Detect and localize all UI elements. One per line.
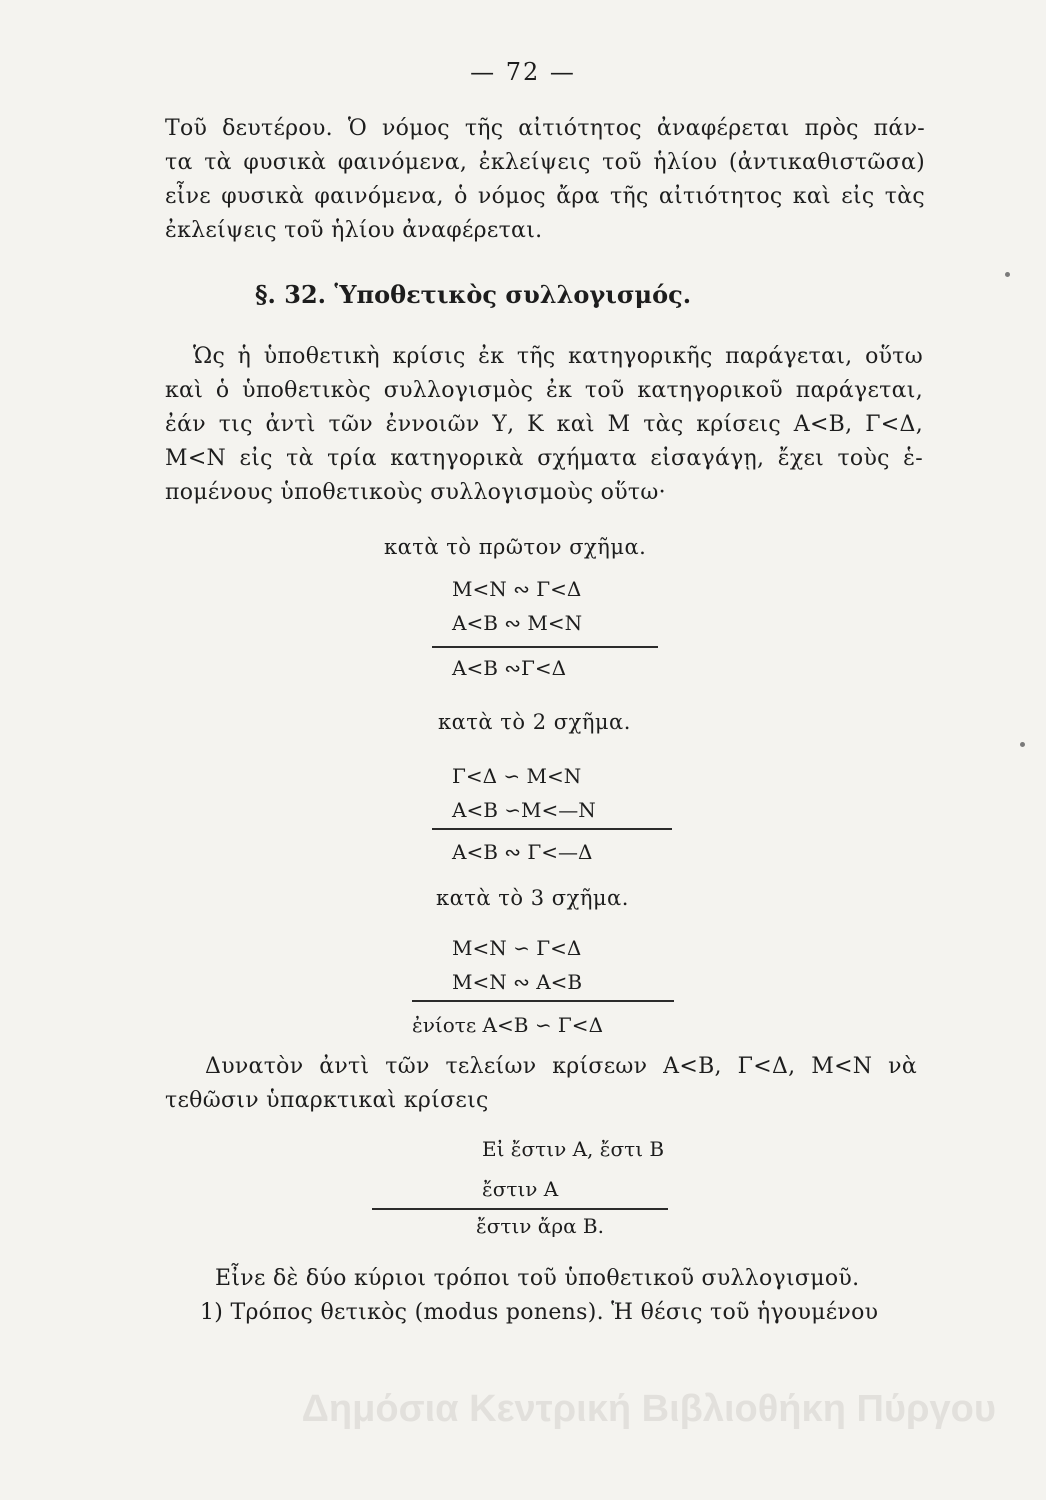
figure-second-premises: [452, 762, 596, 824]
figure-first: [384, 533, 646, 561]
figure-title: κατὰ τὸ 3 σχῆμα.: [436, 886, 629, 910]
conclusion: ἐνίοτε Α<Β ∽ Γ<Δ: [412, 1013, 604, 1037]
text-line: Τοῦ δευτέρου. Ὁ νόμος τῆς αἰτιότητος ἀναφέρεται πρὸς πάν-: [165, 116, 925, 141]
figure-title: κατὰ τὸ 2 σχῆμα.: [438, 710, 631, 734]
library-watermark: Δημόσια Κεντρική Βιβλιοθήκη Πύργου: [301, 1388, 996, 1430]
text-line: Ὡς ἡ ὑποθετικὴ κρίσις ἐκ τῆς κατηγορικῆς παράγεται, οὕτω: [193, 344, 923, 369]
premise-major: Εἰ ἔστιν Α, ἔστι Β: [482, 1137, 665, 1161]
text-line: Εἶνε δὲ δύο κύριοι τρόποι τοῦ ὑποθετικοῦ συλλογισμοῦ.: [215, 1266, 860, 1291]
paper-speck: [1020, 742, 1025, 747]
conclusion: Α<Β ∾Γ<Δ: [452, 656, 567, 680]
premise-major: Μ<Ν ∽ Γ<Δ: [452, 936, 582, 960]
existential-premises: [482, 1135, 664, 1203]
text-line: εἶνε φυσικὰ φαινόμενα, ὁ νόμος ἄρα τῆς αἰτιότητος καὶ εἰς τὰς: [165, 184, 925, 209]
figure-third: [436, 884, 629, 912]
premise-minor: Μ<Ν ∾ Α<Β: [452, 970, 583, 994]
premise-minor: ἔστιν Α: [482, 1177, 559, 1201]
inference-rule: [432, 828, 672, 830]
premise-major: Μ<Ν ∾ Γ<Δ: [452, 577, 582, 601]
figure-first-premises: [452, 575, 582, 637]
figure-second: [438, 708, 631, 736]
figure-third-conclusion: [412, 1011, 603, 1039]
text-line: ἐάν τις ἀντὶ τῶν ἐννοιῶν Υ, Κ καὶ Μ τὰς κρίσεις Α<Β, Γ<Δ,: [165, 412, 923, 437]
text-line: καὶ ὁ ὑποθετικὸς συλλογισμὸς ἐκ τοῦ κατηγορικοῦ παράγεται,: [165, 378, 923, 403]
figure-second-conclusion: [452, 838, 592, 866]
text-line: 1) Τρόπος θετικὸς (modus ponens). Ἡ θέσις τοῦ ἡγουμένου: [200, 1300, 879, 1325]
closing-line-2: [200, 1296, 925, 1330]
premise-minor: Α<Β ∾ Μ<Ν: [452, 611, 583, 635]
text-line: τεθῶσιν ὑπαρκτικαὶ κρίσεις: [165, 1088, 489, 1113]
text-line: τα τὰ φυσικὰ φαινόμενα, ἐκλείψεις τοῦ ἡλίου (ἀντικαθιστῶσα): [165, 150, 925, 175]
premise-major: Γ<Δ ∽ Μ<Ν: [452, 764, 582, 788]
conclusion: Α<Β ∾ Γ<—Δ: [452, 840, 593, 864]
figure-first-conclusion: [452, 654, 566, 682]
inference-rule: [372, 1208, 668, 1210]
text-line: Δυνατὸν ἀντὶ τῶν τελείων κρίσεων Α<Β, Γ<Δ, Μ<Ν νὰ: [205, 1054, 917, 1079]
text-line: Μ<Ν εἰς τὰ τρία κατηγορικὰ σχήματα εἰσαγάγῃ, ἔχει τοὺς ἑ-: [165, 446, 923, 471]
text-line: πομένους ὑποθετικοὺς συλλογισμοὺς οὕτω·: [165, 480, 666, 505]
closing-line-1: [215, 1262, 925, 1296]
conclusion: ἔστιν ἄρα Β.: [476, 1214, 604, 1238]
text-line: ἐκλείψεις τοῦ ἡλίου ἀναφέρεται.: [165, 218, 543, 243]
paper-speck: [1005, 272, 1010, 277]
section-heading: §. 32. Ὑποθετικὸς συλλογισμός.: [255, 280, 692, 309]
page-number: — 72 —: [470, 58, 576, 86]
inference-rule: [412, 1000, 674, 1002]
figure-third-premises: [452, 934, 582, 996]
possible-paragraph: [165, 1050, 917, 1118]
premise-minor: Α<Β ∽Μ<—Ν: [452, 798, 596, 822]
section-paragraph: [165, 340, 923, 510]
figure-title: κατὰ τὸ πρῶτον σχῆμα.: [384, 535, 647, 559]
inference-rule: [432, 646, 658, 648]
existential-conclusion: [476, 1212, 604, 1240]
intro-paragraph: [165, 112, 925, 248]
